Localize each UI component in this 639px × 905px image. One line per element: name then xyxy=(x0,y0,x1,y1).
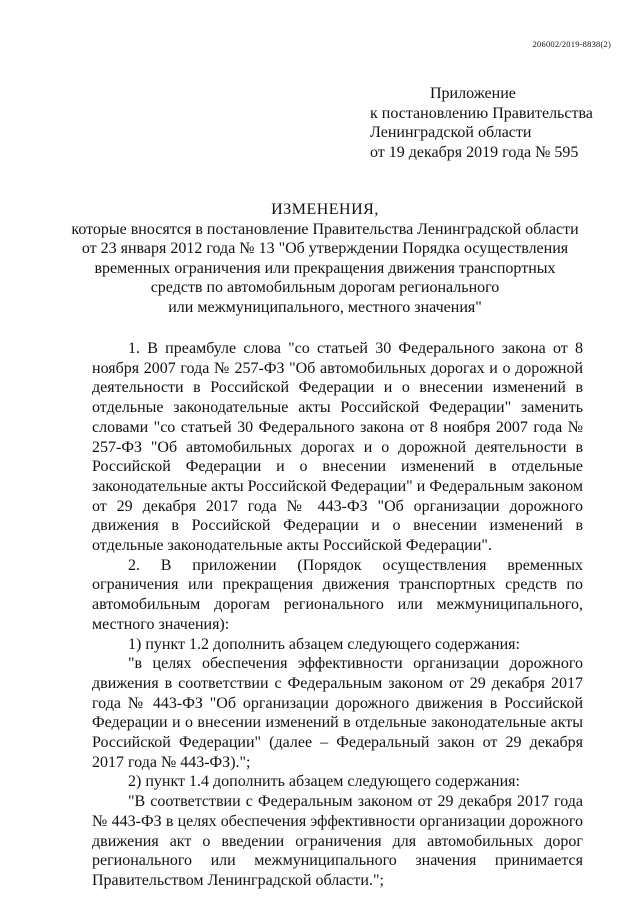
appendix-label: Приложение xyxy=(430,85,516,102)
title-line: которые вносятся в постановление Правительства Ленинградской области xyxy=(71,220,579,238)
subitem-1-heading: 1) пункт 1.2 дополнить абзацем следующего содержания: xyxy=(128,635,520,653)
title-line: временных ограничения или прекращения движения транспортных xyxy=(94,259,556,277)
document-id: 206002/2019-8838(2) xyxy=(532,39,611,49)
title-line: или межмуниципального, местного значения" xyxy=(168,298,482,316)
appendix-date: от 19 декабря 2019 года № 595 xyxy=(370,143,579,161)
appendix-header xyxy=(370,84,593,162)
paragraph-2: 2. В приложении (Порядок осуществления временных ограничения или прекращения движения транспортных средств по автомобильным дорогам регионального или межмуниципального, местного значения): xyxy=(92,556,583,633)
subitem-2-text: "В соответствии с Федеральным законом от 29 декабря 2017 года № 443-ФЗ в целях обеспечения эффективности организации дорожного движения акт о введении ограничения для автомобильных дорог регионального или межмуниципального значения принимается Правительством Ленинградской области."; xyxy=(92,793,583,889)
title-line: от 23 января 2012 года № 13 "Об утверждении Порядка осуществления xyxy=(81,240,569,257)
title-heading: ИЗМЕНЕНИЯ, xyxy=(271,201,379,218)
subitem-2-heading: 2) пункт 1.4 дополнить абзацем следующего содержания: xyxy=(128,773,520,791)
subitem-1-text: "в целях обеспечения эффективности организации дорожного движения в соответствии с Федеральным законом от 29 декабря 2017 года № 443-ФЗ "Об организации дорожного движения в Российской Федерации и о внесении изменений в отдельные законодательные акты Российской Федерации" (далее – Федеральный закон от 29 декабря 2017 года № 443-ФЗ)."; xyxy=(92,655,583,771)
document-title xyxy=(60,200,590,317)
document-body xyxy=(92,339,583,891)
appendix-line: Ленинградской области xyxy=(370,124,532,141)
appendix-line: к постановлению Правительства xyxy=(370,104,593,122)
title-line: средств по автомобильным дорогам регионального xyxy=(150,279,500,296)
paragraph-1: 1. В преамбуле слова "со статьей 30 Федерального закона от 8 ноября 2007 года № 257-ФЗ "Об автомобильных дорогах и о дорожной деятельности в Российской Федерации и о внесении изменений в отдельные законодательные акты Российской Федерации" заменить словами "со статьей 30 Федерального закона от 8 ноября 2007 года № 257-ФЗ "Об автомобильных дорогах и о дорожной деятельности в Российской Федерации и о внесении изменений в отдельные законодательные акты Российской Федерации" и Федеральным законом от 29 декабря 2017 года № 443-ФЗ "Об организации дорожного движения в Российской Федерации и о внесении изменений в отдельные законодательные акты Российской Федерации". xyxy=(92,340,583,555)
